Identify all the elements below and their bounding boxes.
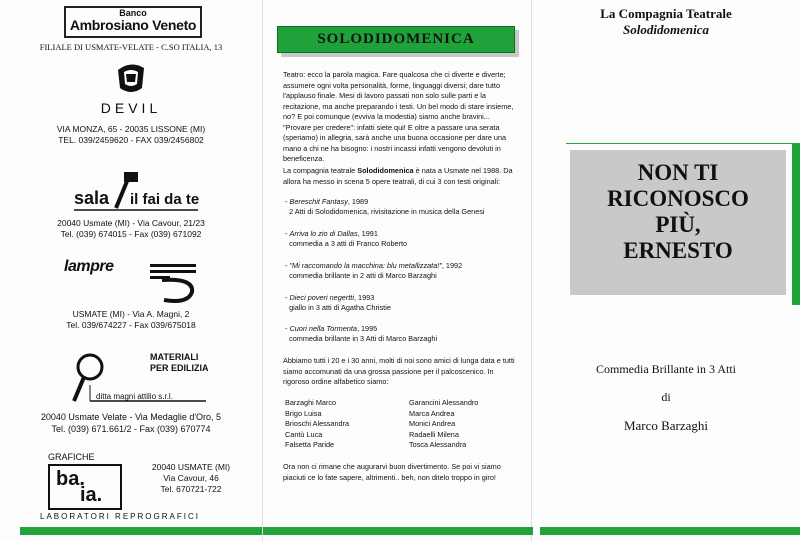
play-title-line: RICONOSCO — [607, 186, 749, 211]
show-item: - "Mi raccomando la macchina: blu metallizzata!", 1992 commedia brillante in 2 atti di Marco Barzaghi — [285, 261, 463, 280]
company-line2: Solodidomenica — [623, 22, 709, 37]
magni-phone: Tel. (039) 671.661/2 - Fax (039) 670774 — [51, 424, 211, 434]
company-info-panel — [262, 0, 532, 541]
ba-text: ba. — [56, 468, 85, 490]
member-name: Monici Andrea — [409, 419, 456, 428]
history-paragraph — [283, 166, 515, 187]
lampre-name: lampre — [64, 258, 114, 275]
grafiche-label: GRAFICHE — [48, 452, 95, 462]
laboratori-label: LABORATORI REPROGRAFICI — [40, 512, 200, 521]
company-line1: La Compagnia Teatrale — [600, 6, 732, 21]
devil-phone: TEL. 039/2459620 - FAX 039/2456802 — [58, 135, 204, 145]
sala-phone: Tel. (039) 674015 - Fax (039) 671092 — [60, 229, 202, 239]
show-year: , 1991 — [357, 229, 378, 238]
show-desc: commedia brillante in 2 atti di Marco Barzaghi — [289, 271, 437, 280]
member-name: Tosca Alessandra — [409, 440, 467, 449]
show-title: Bereschit Fantasy — [289, 197, 348, 206]
member-name: Brigo Luisa — [285, 408, 322, 418]
title-green-side — [792, 143, 800, 305]
play-title-line: PIÙ, — [655, 212, 701, 237]
show-year: , 1993 — [353, 293, 375, 302]
lampre-phone: Tel. 039/674227 - Fax 039/675018 — [66, 320, 196, 330]
show-year: , 1992 — [441, 261, 463, 270]
show-item: - Cuori nella Tormenta, 1995 commedia brillante in 3 Atti di Marco Barzaghi — [285, 324, 438, 343]
ba-ia-logo — [48, 464, 122, 510]
magni-company: ditta magni attilio s.r.l. — [96, 392, 173, 401]
green-bottom-bar — [20, 527, 262, 535]
lampre-logo — [64, 258, 113, 276]
show-item: - Bereschit Fantasy, 1989 2 Atti di Solodidomenica, rivisitazione in musica della Genesi — [285, 197, 485, 216]
banco-top: Banco — [119, 8, 147, 18]
magni-address: 20040 Usmate Velate - Via Medaglie d'Oro, 5 — [40, 412, 222, 422]
play-author: Marco Barzaghi — [623, 418, 709, 433]
members-intro: Abbiamo tutti i 20 e i 30 anni, molti di noi sono amici di lunga data e tutti siamo accomunati da una grossa passione per il palcoscenico. In rigoroso ordine alfabetico siamo: — [283, 356, 515, 386]
show-title: "Mi raccomando la macchina: blu metallizzata!" — [289, 261, 442, 270]
show-title: Dieci poveri negertti — [289, 293, 354, 302]
sponsors-panel — [0, 0, 262, 541]
ba-address-line2: Via Cavour, 46 — [163, 473, 219, 483]
devil-address: VIA MONZA, 65 - 20035 LISSONE (MI) — [56, 124, 206, 134]
lampre-address: USMATE (MI) - Via A. Magni, 2 — [72, 309, 190, 319]
member-name: Radaelli Milena — [409, 429, 459, 439]
company-header: SOLODIDOMENICA — [277, 26, 515, 53]
history-pre: La compagnia teatrale — [283, 166, 358, 175]
show-desc: 2 Atti di Solodidomenica, rivisitazione in musica della Genesi — [289, 207, 485, 216]
ia-text: ia. — [80, 484, 103, 506]
play-di: di — [661, 390, 671, 404]
member-name: Marca Andrea — [409, 408, 455, 418]
banco-name: Ambrosiano Veneto — [69, 17, 197, 33]
show-desc: commedia a 3 atti di Franco Roberto — [289, 239, 408, 248]
play-title-box — [570, 150, 786, 295]
devil-name: DEVIL — [100, 100, 162, 116]
sala-il-fai-da-te-logo-icon — [72, 170, 200, 216]
magni-title — [150, 352, 209, 374]
banco-filiale: FILIALE DI USMATE-VELATE - C.SO ITALIA, 13 — [39, 42, 223, 52]
green-bottom-bar — [540, 527, 800, 535]
member-name: Barzaghi Marco — [285, 398, 337, 407]
show-item: - Arriva lo zio di Dallas, 1991 commedia a 3 atti di Franco Roberto — [285, 229, 408, 248]
member-name: Cantù Luca — [285, 429, 323, 439]
svg-text:il fai da te: il fai da te — [130, 191, 200, 208]
magni-title-line2: PER EDILIZIA — [150, 363, 209, 373]
member-name: Falsetta Paride — [285, 440, 335, 449]
show-title: Cuori nella Tormenta — [289, 324, 357, 333]
show-item: - Dieci poveri negertti, 1993 giallo in 3 atti di Agatha Christie — [285, 293, 391, 312]
intro-paragraph: Teatro: ecco la parola magica. Fare qualcosa che ci diverte e diverte; assumere ogni volta personalità, forme, linguaggi diversi; dare tutto l'applauso finale. Mesi di lavoro passati non solo sulle parti e la recitazione, ma anche preparando i testi. Un bel modo di stare insieme, no? E poi comunque (evviva la modestia) siamo anche bravini... "Provare per credere": infatti siete qui! E oltre a passare una serata (speriamo) in allegria, sarà anche una buona occasione per dare una mano a chi ne ha bisogno: i nostri incassi infatti vengono devoluti in beneficenza. — [283, 70, 514, 163]
members-list-right — [409, 398, 478, 451]
lampre-five-icon — [148, 262, 198, 304]
devil-logo-icon — [112, 60, 150, 98]
svg-text:sala: sala — [74, 188, 110, 208]
ba-address-line1: 20040 USMATE (MI) — [151, 462, 231, 472]
member-name: Brioschi Alessandra — [285, 419, 350, 428]
show-year: , 1989 — [347, 197, 369, 206]
history-post: è nata a Usmate nel 1988. Da allora ha messo in scena 5 opere teatrali, di cui 3 con testi originali: — [283, 166, 513, 186]
ba-address-line3: Tel. 670721-722 — [160, 484, 222, 494]
play-genre: Commedia Brillante in 3 Atti — [596, 362, 736, 376]
show-year: , 1995 — [356, 324, 378, 333]
play-title-line: ERNESTO — [623, 238, 733, 263]
banco-logo — [64, 6, 202, 38]
magni-title-line1: MATERIALI — [150, 352, 199, 362]
show-title: Arriva lo zio di Dallas — [289, 229, 358, 238]
closing-paragraph: Ora non ci rimane che augurarvi buon divertimento. Se poi vi siamo piaciuti ce lo fate sapere, altrimenti.. beh, non ditelo troppo in giro! — [283, 462, 501, 482]
history-company: Solodidomenica — [357, 166, 414, 175]
member-name: Garancini Alessandro — [409, 398, 479, 407]
green-bottom-bar — [263, 527, 533, 535]
show-desc: giallo in 3 atti di Agatha Christie — [289, 303, 391, 312]
play-title-line: NON TI — [637, 160, 719, 185]
cover-panel — [532, 0, 800, 541]
members-list-left — [285, 398, 349, 451]
company-title — [532, 6, 800, 38]
sala-address: 20040 Usmate (MI) - Via Cavour, 21/23 — [57, 218, 205, 228]
show-desc: commedia brillante in 3 Atti di Marco Barzaghi — [289, 334, 438, 343]
ba-address — [146, 462, 236, 495]
